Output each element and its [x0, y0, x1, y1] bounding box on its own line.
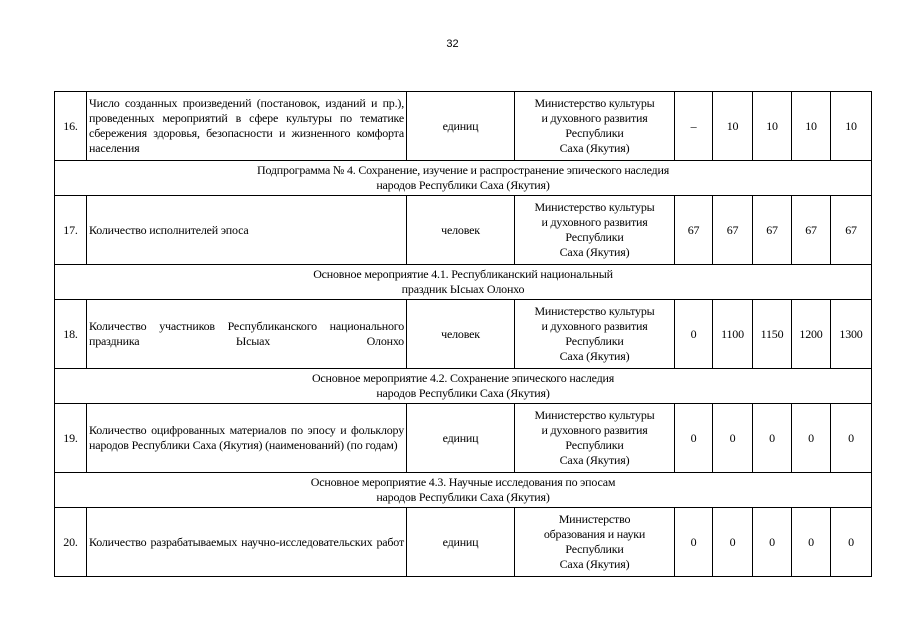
responsible-line: образования и науки — [543, 527, 646, 541]
value-cell: 0 — [753, 508, 792, 577]
responsible-line: Саха (Якутия) — [559, 141, 630, 155]
section-row — [55, 369, 872, 404]
page-number: 32 — [446, 38, 459, 50]
section-line: Основное мероприятие 4.2. Сохранение эпического наследия — [311, 371, 615, 385]
indicators-table — [54, 91, 872, 577]
table-row — [55, 508, 872, 577]
value-cell: 10 — [831, 92, 872, 161]
value-cell: 67 — [753, 196, 792, 265]
section-line: Основное мероприятие 4.3. Научные исследования по эпосам — [310, 475, 616, 489]
indicator-name: Количество исполнителей эпоса — [87, 196, 407, 265]
responsible-line: Министерство культуры — [534, 200, 655, 214]
row-number: 20. — [55, 508, 87, 577]
value-cell: 0 — [713, 404, 753, 473]
value-cell: 0 — [675, 508, 713, 577]
responsible-line: Министерство культуры — [534, 96, 655, 110]
responsible-line: Министерство культуры — [534, 408, 655, 422]
value-cell: 67 — [831, 196, 872, 265]
responsible-line: Республики — [565, 230, 624, 244]
responsible-cell — [515, 404, 675, 473]
value-cell: 67 — [792, 196, 831, 265]
value-cell: 0 — [675, 300, 713, 369]
section-line: Подпрограмма № 4. Сохранение, изучение и распространение эпического наследия — [256, 163, 670, 177]
responsible-line: Республики — [565, 126, 624, 140]
responsible-cell — [515, 196, 675, 265]
unit-cell: человек — [407, 196, 515, 265]
value-cell: 0 — [792, 404, 831, 473]
value-cell: – — [675, 92, 713, 161]
value-cell: 1200 — [792, 300, 831, 369]
responsible-line: и духовного развития — [541, 215, 648, 229]
value-cell: 0 — [792, 508, 831, 577]
value-cell: 0 — [675, 404, 713, 473]
responsible-line: Республики — [565, 542, 624, 556]
responsible-cell — [515, 92, 675, 161]
value-cell: 1150 — [753, 300, 792, 369]
section-line: праздник Ысыах Олонхо — [401, 282, 525, 296]
section-line: Основное мероприятие 4.1. Республиканский национальный — [313, 267, 613, 281]
responsible-line: Саха (Якутия) — [559, 245, 630, 259]
value-cell: 0 — [831, 508, 872, 577]
responsible-line: Саха (Якутия) — [559, 557, 630, 571]
section-line: народов Республики Саха (Якутия) — [376, 178, 550, 192]
unit-cell: единиц — [407, 92, 515, 161]
responsible-line: Саха (Якутия) — [559, 349, 630, 363]
responsible-cell — [515, 300, 675, 369]
table-row — [55, 92, 872, 161]
section-line: народов Республики Саха (Якутия) — [376, 490, 550, 504]
value-cell: 67 — [675, 196, 713, 265]
section-line: народов Республики Саха (Якутия) — [376, 386, 550, 400]
value-cell: 67 — [713, 196, 753, 265]
section-heading — [55, 369, 872, 404]
table-row — [55, 196, 872, 265]
value-cell: 10 — [792, 92, 831, 161]
value-cell: 0 — [753, 404, 792, 473]
responsible-cell — [515, 508, 675, 577]
row-number: 18. — [55, 300, 87, 369]
responsible-line: Саха (Якутия) — [559, 453, 630, 467]
responsible-line: Республики — [565, 438, 624, 452]
table-row — [55, 404, 872, 473]
unit-cell: единиц — [407, 404, 515, 473]
unit-cell: единиц — [407, 508, 515, 577]
section-row — [55, 265, 872, 300]
table-row — [55, 300, 872, 369]
row-number: 19. — [55, 404, 87, 473]
value-cell: 1300 — [831, 300, 872, 369]
section-heading — [55, 265, 872, 300]
unit-cell: человек — [407, 300, 515, 369]
section-row — [55, 161, 872, 196]
responsible-line: Министерство культуры — [534, 304, 655, 318]
responsible-line: и духовного развития — [541, 111, 648, 125]
indicator-name: Количество оцифрованных материалов по эпосу и фольклору народов Республики Саха (Якутия) (наименований) (по годам) — [87, 404, 407, 473]
value-cell: 0 — [831, 404, 872, 473]
responsible-line: и духовного развития — [541, 319, 648, 333]
responsible-line: и духовного развития — [541, 423, 648, 437]
responsible-line: Министерство — [558, 512, 631, 526]
value-cell: 10 — [713, 92, 753, 161]
indicator-name: Количество участников Республиканского национального праздника Ысыах Олонхо — [87, 300, 407, 369]
value-cell: 0 — [713, 508, 753, 577]
indicator-name: Число созданных произведений (постановок, изданий и пр.), проведенных мероприятий в сфере культуры по тематике сбережения здоровья, безопасности и жизненного комфорта населения — [87, 92, 407, 161]
row-number: 17. — [55, 196, 87, 265]
responsible-line: Республики — [565, 334, 624, 348]
value-cell: 10 — [753, 92, 792, 161]
indicator-name: Количество разрабатываемых научно-исследовательских работ — [87, 508, 407, 577]
section-row — [55, 473, 872, 508]
section-heading — [55, 473, 872, 508]
row-number: 16. — [55, 92, 87, 161]
section-heading — [55, 161, 872, 196]
value-cell: 1100 — [713, 300, 753, 369]
